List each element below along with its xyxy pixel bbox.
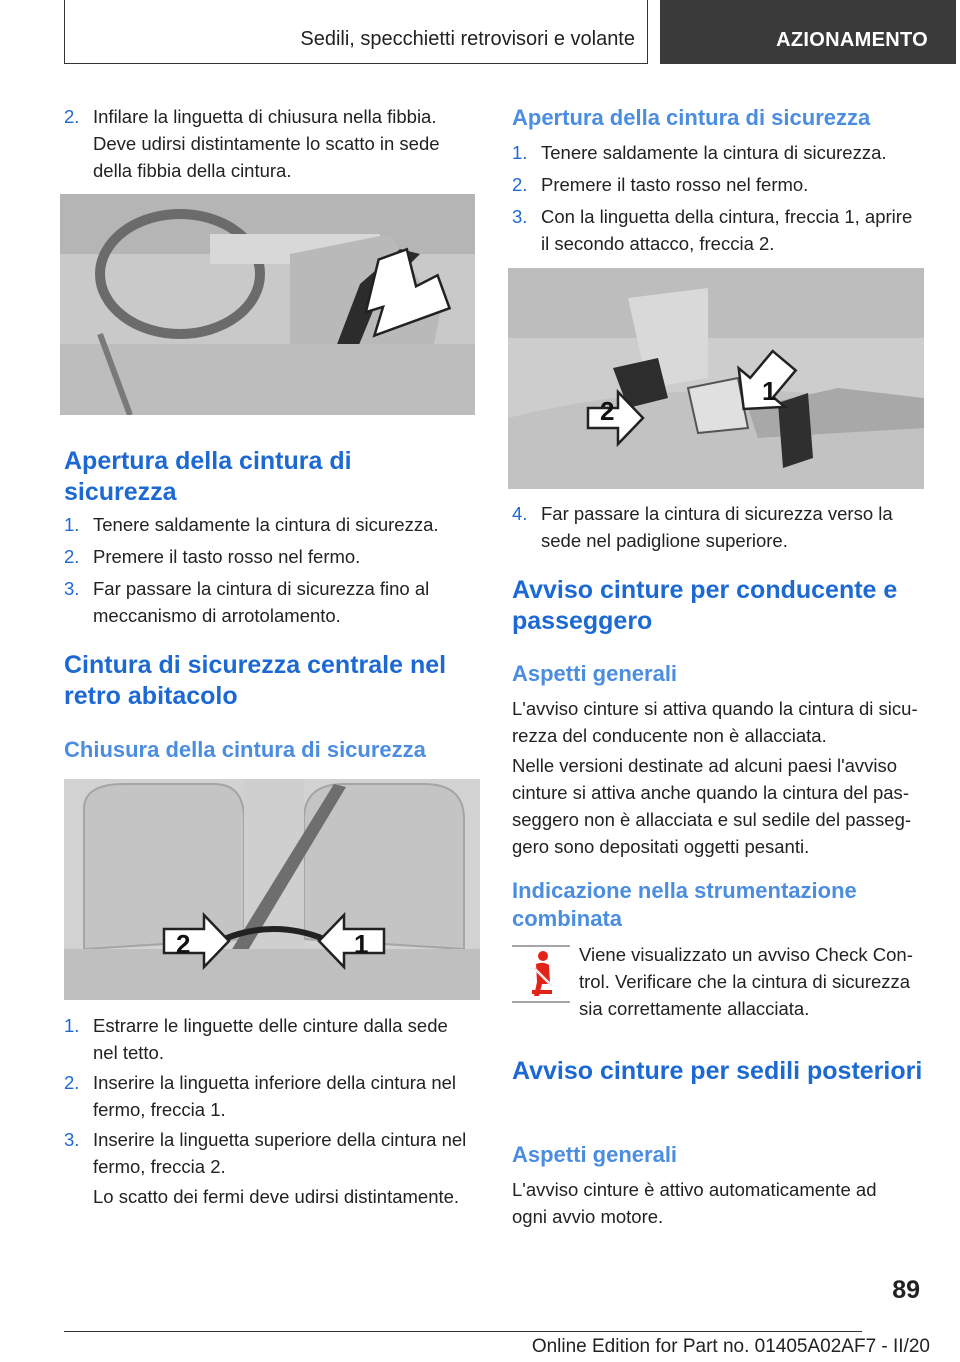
list-item xyxy=(64,1069,478,1123)
paragraph: Viene visualizzato un avviso Check Control. Verificare che la cintura di sicurezza sia correttamente allacciata. xyxy=(579,944,913,1019)
list-item xyxy=(512,500,924,554)
step-number: 3. xyxy=(64,1129,80,1150)
paragraph: Nelle versioni destinate ad alcuni paesi l'avviso cinture si attiva anche quando la cintura del passeggero non è allacciata e sul sedile del passeggero sono depositati oggetti pesanti. xyxy=(512,755,912,857)
step-number: 1. xyxy=(64,514,80,535)
step-number: 3. xyxy=(512,206,528,227)
rear-buckle-release-image xyxy=(508,268,924,489)
arrow-label-2: 2 xyxy=(176,929,191,959)
rear-center-belt-image xyxy=(64,779,480,1000)
page-header xyxy=(0,0,960,66)
header-chapter-label: AZIONAMENTO xyxy=(776,29,928,51)
section-heading: Avviso cinture per sedili posteriori xyxy=(512,1057,923,1085)
step-number: 4. xyxy=(512,503,528,524)
step-number: 1. xyxy=(512,142,528,163)
step-text: Infilare la linguetta di chiusura nella fibbia. Deve udirsi distintamente lo scatto in sede della fibbia della cintura. xyxy=(93,106,440,181)
list-item xyxy=(512,203,924,257)
subsection-heading: Aspetti generali xyxy=(512,1142,678,1167)
section-heading: Apertura della cintura di sicurezza xyxy=(64,447,352,506)
subsection-heading: Chiusura della cintura di sicurezza xyxy=(64,737,426,762)
header-section-box xyxy=(64,0,648,64)
paragraph: L'avviso cinture è attivo automaticamente ad ogni avvio motore. xyxy=(512,1179,877,1227)
seatbelt-warning-icon xyxy=(512,944,570,1004)
step-number: 3. xyxy=(64,578,80,599)
header-section-title: Sedili, specchietti retrovisori e volante xyxy=(300,28,635,50)
step-note: Lo scatto dei fermi deve udirsi distintamente. xyxy=(93,1186,460,1207)
list-item xyxy=(64,1126,478,1180)
arrow-label-1: 1 xyxy=(354,929,369,959)
list-item xyxy=(64,103,464,184)
step-number: 1. xyxy=(64,1015,80,1036)
step-text: Estrarre le linguette delle cinture dalla sede nel tetto. xyxy=(93,1015,448,1063)
edition-note: Online Edition for Part no. 01405A02AF7 - II/20 xyxy=(531,1336,930,1357)
step-text: Inserire la linguetta inferiore della cintura nel fermo, freccia 1. xyxy=(93,1072,457,1120)
section-heading: Cintura di sicurezza centrale nel retro abitacolo xyxy=(64,651,447,710)
footer-divider xyxy=(64,1331,862,1332)
step-number: 2. xyxy=(64,1072,80,1093)
list-item xyxy=(64,575,464,629)
step-number: 2. xyxy=(64,546,80,567)
step-text: Premere il tasto rosso nel fermo. xyxy=(93,546,361,567)
subsection-heading: Indicazione nella strumentazione combinata xyxy=(512,878,857,931)
list-item xyxy=(64,543,474,570)
step-text: Con la linguetta della cintura, freccia 1, aprire il secondo attacco, freccia 2. xyxy=(541,206,913,254)
step-text: Inserire la linguetta superiore della cintura nel fermo, freccia 2. xyxy=(93,1129,467,1177)
list-item xyxy=(64,1012,474,1066)
arrow-label-1: 1 xyxy=(762,376,777,406)
list-item xyxy=(512,171,924,198)
front-seat-belt-image xyxy=(60,194,475,415)
step-text: Premere il tasto rosso nel fermo. xyxy=(541,174,809,195)
paragraph: L'avviso cinture si attiva quando la cintura di sicurezza del conducente non è allacciata. xyxy=(512,698,918,746)
page-number: 89 xyxy=(892,1276,920,1304)
step-text: Tenere saldamente la cintura di sicurezza. xyxy=(541,142,887,163)
step-number: 2. xyxy=(512,174,528,195)
arrow-label-2: 2 xyxy=(600,396,615,426)
step-number: 2. xyxy=(64,106,80,127)
step-text: Far passare la cintura di sicurezza verso la sede nel padiglione superiore. xyxy=(541,503,893,551)
step-text: Far passare la cintura di sicurezza fino al meccanismo di arrotolamento. xyxy=(93,578,430,626)
list-item xyxy=(512,139,924,166)
subsection-heading: Aspetti generali xyxy=(512,661,678,686)
list-item xyxy=(64,511,474,538)
subsection-heading: Apertura della cintura di sicurezza xyxy=(512,105,871,130)
header-chapter-tab[interactable] xyxy=(660,0,956,64)
step-text: Tenere saldamente la cintura di sicurezza. xyxy=(93,514,439,535)
section-heading: Avviso cinture per conducente e passeggero xyxy=(512,576,898,635)
